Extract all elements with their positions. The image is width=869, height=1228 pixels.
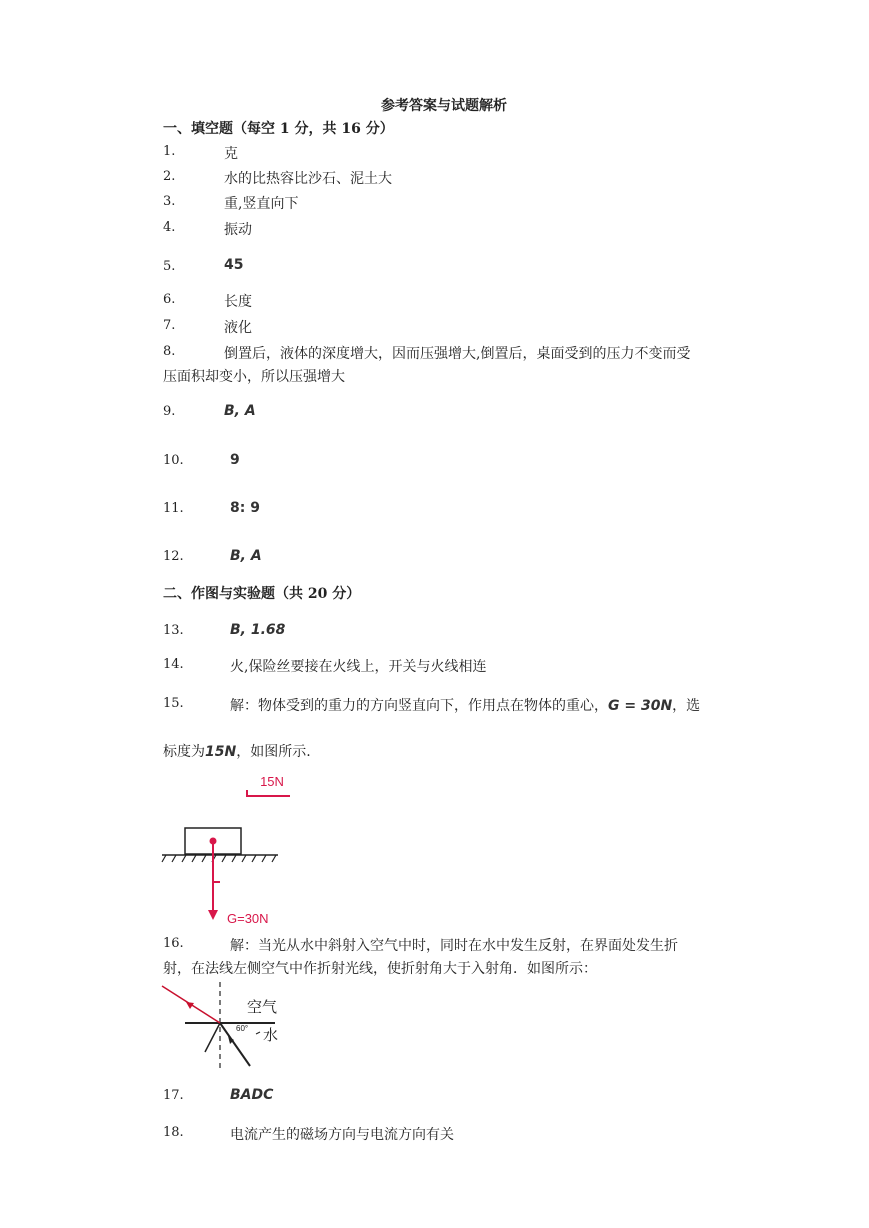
item-answer: B, A [230,548,262,564]
gravity-arrow-head [208,910,218,920]
item-answer: 振动 [224,222,252,238]
item-number: 5. [163,259,176,274]
item-number: 10. [163,453,184,468]
math-expression: G = 30N [608,698,673,714]
item-answer: B, 1.68 [230,622,286,638]
item-answer: 8: 9 [230,500,260,516]
math-expression: 15N [205,744,237,760]
item-number: 17. [163,1088,184,1103]
item-answer-text: 解：物体受到的重力的方向竖直向下，作用点在物体的重心， [230,698,608,714]
item-answer-text: 标度为 [163,744,205,760]
item-number: 16. [163,936,184,951]
item-answer: 电流产生的磁场方向与电流方向有关 [230,1127,454,1143]
item-answer-text: ，如图所示. [236,744,311,760]
section-heading-drawing-experiment: 二、作图与实验题（共 20 分） [163,586,361,602]
refraction-diagram [160,980,290,1070]
item-number: 9. [163,404,176,419]
page-title: 参考答案与试题解析 [381,98,507,114]
item-answer: 长度 [224,294,252,310]
item-number: 14. [163,657,184,672]
item-answer: 45 [224,257,244,273]
item-number: 12. [163,549,184,564]
item-answer-text: ，选 [672,698,701,714]
item-answer: 液化 [224,320,252,336]
section-heading-fill-blank: 一、填空题（每空 1 分，共 16 分） [163,121,394,137]
angle-label: 60° [236,1024,249,1033]
gravity-force-diagram [160,770,290,928]
item-answer: 重,竖直向下 [224,196,299,212]
item-answer [230,695,700,715]
item-number: 3. [163,194,176,209]
item-answer-continued [163,741,311,761]
water-pointer [256,1032,260,1034]
item-answer: BADC [230,1087,274,1103]
item-number: 6. [163,292,176,307]
item-answer: 水的比热容比沙石、泥土大 [224,171,392,187]
item-number: 13. [163,623,184,638]
ground-hatching [162,855,276,862]
scale-bar [247,790,290,796]
item-number: 4. [163,220,176,235]
item-answer-continued: 压面积却变小，所以压强增大 [163,369,345,385]
item-number: 15. [163,696,184,711]
item-number: 8. [163,344,176,359]
item-number: 7. [163,318,176,333]
reflected-ray [205,1023,220,1052]
item-answer: 火,保险丝要接在火线上，开关与火线相连 [230,659,487,675]
water-label: 水 [263,1027,279,1044]
force-label: G=30N [227,911,269,926]
item-answer: 倒置后，液体的深度增大，因而压强增大,倒置后，桌面受到的压力不变而受 [224,346,691,362]
item-answer: 克 [224,146,238,162]
item-answer-continued: 射，在法线左侧空气中作折射光线，使折射角大于入射角．如图所示： [163,961,597,977]
item-answer: 9 [230,452,240,468]
item-answer: 解：当光从水中斜射入空气中时，同时在水中发生反射，在界面处发生折 [230,938,678,954]
air-label: 空气 [247,999,278,1016]
item-number: 1. [163,144,176,159]
item-number: 11. [163,501,184,516]
scale-label: 15N [260,774,284,789]
item-number: 18. [163,1125,184,1140]
item-number: 2. [163,169,176,184]
item-answer: B, A [224,403,256,419]
